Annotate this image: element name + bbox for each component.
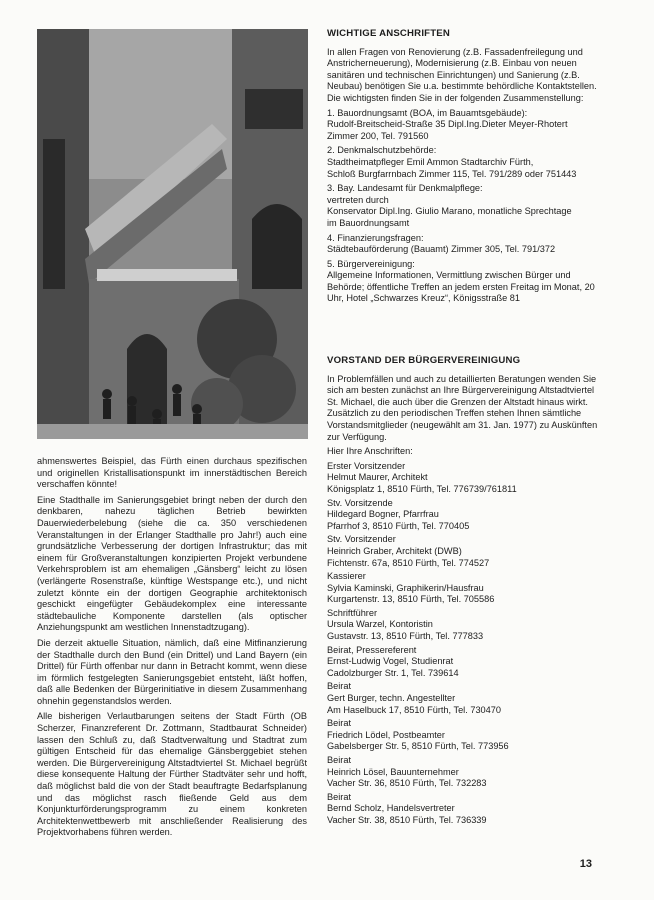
article-paragraph: Alle bisherigen Verlautbarungen seitens der Stadt Fürth (OB Scherzer, Finanzreferent Dr. Zottmann, Stadtbaurat Schneider) lassen den Schluß zu, daß Stadtverwaltung und Stadtrat zum gültigen Entscheid für das ehemalige Gänsberggebiet stehen werden. Die Bürgervereinigung Altstadtviertel St. Michael begrüßt diese konsequente Haltung der Fürther Stadtväter sehr und hofft, daß möglichst bald die von der Stadt beauftragte Bedarfsplanung und das möglichst rasch fließende Geld aus dem Konjunkturförderungsprogramm zu einem konkreten Architektenwettbewerb mit anschließender Realisierung des Projektvorhabens führen werden.: [37, 711, 307, 838]
board-member: [327, 608, 599, 643]
address-entry-line: vertreten durch: [327, 194, 389, 205]
address-entry: [327, 259, 599, 305]
member-role: Beirat: [327, 681, 352, 692]
member-address: Cadolzburger Str. 1, Tel. 739614: [327, 667, 459, 678]
board-member: [327, 718, 599, 753]
member-role: Beirat: [327, 718, 352, 729]
address-entry: [327, 233, 599, 256]
address-entry-line: im Bauordnungsamt: [327, 217, 410, 228]
left-article-column: [37, 456, 307, 843]
member-role: Erster Vorsitzender: [327, 460, 406, 471]
member-role: Beirat: [327, 755, 352, 765]
addresses-heading: WICHTIGE ANSCHRIFTEN: [327, 28, 451, 39]
board-member: [327, 571, 599, 606]
member-address: Kurgartenstr. 13, 8510 Fürth, Tel. 705586: [327, 594, 495, 605]
board-member: [327, 681, 599, 716]
member-role: Beirat: [327, 791, 352, 802]
board-member: [327, 498, 599, 533]
board-member: [327, 755, 599, 790]
address-entry-line: Rudolf-Breitscheid-Straße 35 Dipl.Ing.Dieter Meyer-Rhotert: [327, 119, 568, 130]
board-heading: VORSTAND DER BÜRGERVEREINIGUNG: [327, 355, 521, 366]
member-role: Stv. Vorsitzender: [327, 534, 396, 545]
address-entry-title: 4. Finanzierungsfragen:: [327, 232, 424, 243]
member-address: Gabelsberger Str. 5, 8510 Fürth, Tel. 773956: [327, 741, 509, 752]
board-lead: Hier Ihre Anschriften:: [327, 446, 413, 457]
address-entry-line: Schloß Burgfarrnbach Zimmer 115, Tel. 791/289 oder 751443: [327, 168, 577, 179]
board-member: [327, 461, 599, 496]
addresses-section: [327, 28, 599, 308]
address-entry: [327, 108, 599, 143]
address-entry-line: Allgemeine Informationen, Vermittlung zwischen Bürger und Behörde; öffentliche Treffen an jedem ersten Freitag im Monat, 20 Uhr, Hotel „Schwarzes Kreuz“, Königsstraße 81: [327, 270, 595, 304]
address-entry-line: Stadtheimatpfleger Emil Ammon Stadtarchiv Fürth,: [327, 156, 534, 167]
address-entry-title: 2. Denkmalschutzbehörde:: [327, 145, 437, 156]
board-member: [327, 792, 599, 827]
address-entry-title: 3. Bay. Landesamt für Denkmalpflege:: [327, 183, 483, 194]
member-address: Gustavstr. 13, 8510 Fürth, Tel. 777833: [327, 631, 484, 642]
member-address: Vacher Str. 38, 8510 Fürth, Tel. 736339: [327, 814, 487, 825]
board-member: [327, 534, 599, 569]
address-entry-line: Städtebauförderung (Bauamt) Zimmer 305, Tel. 791/372: [327, 244, 556, 255]
member-name: Helmut Maurer, Architekt: [327, 472, 428, 483]
member-name: Heinrich Lösel, Bauunternehmer: [327, 766, 459, 777]
member-role: Stv. Vorsitzende: [327, 497, 393, 508]
member-name: Ernst-Ludwig Vogel, Studienrat: [327, 656, 454, 667]
member-name: Sylvia Kaminski, Graphikerin/Hausfrau: [327, 582, 484, 593]
page-number: 13: [579, 858, 592, 870]
member-address: Fichtenstr. 67a, 8510 Fürth, Tel. 774527: [327, 557, 490, 568]
member-name: Bernd Scholz, Handelsvertreter: [327, 803, 455, 814]
address-entry-title: 5. Bürgervereinigung:: [327, 258, 415, 269]
article-paragraph: ahmenswertes Beispiel, das Fürth einen durchaus spezifischen und originellen Kristallisationspunkt im innerstädtischen Bereich verschaffen könnte!: [37, 456, 307, 490]
address-entry-title: 1. Bauordnungsamt (BOA, im Bauamtsgebäude):: [327, 107, 528, 118]
address-entry: [327, 183, 599, 229]
member-name: Heinrich Graber, Architekt (DWB): [327, 545, 462, 556]
addresses-intro: In allen Fragen von Renovierung (z.B. Fassadenfreilegung und Anstricherneuerung), Modernisierung (z.B. Einbau von neuen sanitären und technischen Einrichtungen) und Sanierung (z.B. Neubau) benötigen Sie u.a. bestimmte behördliche Kontaktstellen. Die wichtigsten finden Sie in der folgenden Zusammenstellung:: [327, 46, 597, 103]
board-section: [327, 355, 599, 829]
member-role: Beirat, Pressereferent: [327, 644, 417, 655]
board-intro: In Problemfällen und auch zu detaillierten Beratungen wenden Sie sich am besten zunächst an Ihre Bürgervereinigung Altstadtviertel St. Michael, die auch über die Grenzen der Altstadt hinaus wirkt. Zusätzlich zu den periodischen Treffen stehen Ihnen sämtliche Vorstandsmitglieder (neugewählt am 31. Jan. 1977) zu Auskünften zur Verfügung.: [327, 373, 598, 442]
board-member: [327, 645, 599, 680]
member-address: Pfarrhof 3, 8510 Fürth, Tel. 770405: [327, 520, 470, 531]
article-paragraph: Eine Stadthalle im Sanierungsgebiet bringt neben der durch den denkbaren, nahezu täglichen Betrieb bewirkten Dauerwiederbelebung (siehe die ca. 350 verschiedenen Veranstaltungen in der Erlanger Stadthalle pro Jahr!) auch eine grundsätzliche Verbesserung der dortigen Infrastruktur; das mit einem für Großveranstaltungen konzipierten Projekt verbundene Verkehrsproblem ist am ehemaligen „Gänsberg“ leicht zu lösen (verlängerte Rosenstraße, künftige Westspange etc.), und nicht zuletzt könnte ein der dortigen Geographie architektonisch geschickt eingefügter Gebäudekomplex eine interessante städtebauliche Komponente darstellen (als optischer Anziehungspunkt am westlichen Innenstadtzugang).: [37, 494, 307, 633]
member-role: Kassierer: [327, 571, 366, 582]
member-name: Hildegard Bogner, Pfarrfrau: [327, 509, 439, 520]
member-address: Königsplatz 1, 8510 Fürth, Tel. 776739/761811: [327, 483, 517, 494]
member-address: Am Haselbuck 17, 8510 Fürth, Tel. 730470: [327, 704, 501, 715]
address-entry-line: Zimmer 200, Tel. 791560: [327, 130, 429, 141]
member-name: Gert Burger, techn. Angestellter: [327, 693, 456, 704]
member-role: Schriftführer: [327, 607, 378, 618]
member-address: Vacher Str. 36, 8510 Fürth, Tel. 732283: [327, 778, 487, 789]
member-name: Friedrich Lödel, Postbeamter: [327, 729, 445, 740]
address-entry: [327, 145, 599, 180]
address-entry-line: Konservator Dipl.Ing. Giulio Marano, monatliche Sprechtage: [327, 206, 572, 217]
member-name: Ursula Warzel, Kontoristin: [327, 619, 433, 630]
article-paragraph: Die derzeit aktuelle Situation, nämlich, daß eine Mitfinanzierung der Stadthalle durch den Bund (ein Drittel) und Land Bayern (ein Drittel) für Fürth offenbar nur dann in Betracht kommt, wenn diese im förmlich festgelegten Sanierungsgebiet entsteht, läßt hoffen, daß alle Bedenken der Bürgerinitiative in diesem Zusammenhang ohnehin gegenstandslos werden.: [37, 637, 307, 706]
courtyard-photo: [37, 29, 308, 439]
